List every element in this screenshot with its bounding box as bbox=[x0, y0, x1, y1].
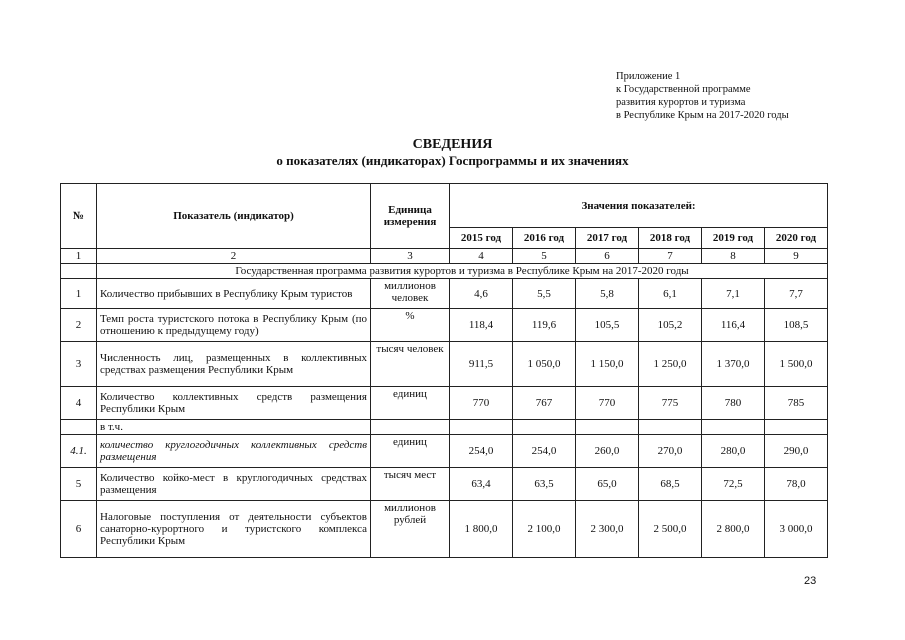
row-value: 2 500,0 bbox=[639, 501, 702, 558]
document-subtitle: о показателях (индикаторах) Госпрограммы и их значениях bbox=[276, 153, 629, 168]
column-number: 5 bbox=[513, 249, 576, 264]
column-numbers-row bbox=[61, 249, 828, 264]
header-year: 2019 год bbox=[702, 228, 765, 249]
row-num: 1 bbox=[61, 279, 97, 309]
header-year: 2017 год bbox=[576, 228, 639, 249]
row-value: 1 250,0 bbox=[639, 342, 702, 387]
empty-cell bbox=[61, 264, 97, 279]
empty-cell bbox=[576, 420, 639, 435]
row-value: 254,0 bbox=[450, 435, 513, 468]
page-number: 23 bbox=[804, 575, 817, 587]
row-value: 1 150,0 bbox=[576, 342, 639, 387]
header-num: № bbox=[61, 184, 97, 249]
vtch-label: в т.ч. bbox=[97, 420, 371, 435]
row-indicator: Численность лиц, размещенных в коллективных средствах размещения Республики Крым bbox=[97, 342, 371, 387]
row-value: 2 300,0 bbox=[576, 501, 639, 558]
row-unit: тысяч человек bbox=[371, 342, 450, 387]
row-value: 270,0 bbox=[639, 435, 702, 468]
appendix-line: к Государственной программе bbox=[616, 84, 751, 95]
document-title: СВЕДЕНИЯ bbox=[412, 137, 493, 152]
column-number: 6 bbox=[576, 249, 639, 264]
row-indicator: Количество прибывших в Республику Крым туристов bbox=[97, 279, 371, 309]
row-value: 770 bbox=[450, 387, 513, 420]
row-value: 767 bbox=[513, 387, 576, 420]
row-indicator: Темп роста туристского потока в Республику Крым (по отношению к предыдущему году) bbox=[97, 309, 371, 342]
table-row bbox=[61, 342, 828, 387]
row-num: 5 bbox=[61, 468, 97, 501]
row-value: 260,0 bbox=[576, 435, 639, 468]
header-year: 2020 год bbox=[765, 228, 828, 249]
row-value: 1 370,0 bbox=[702, 342, 765, 387]
row-value: 911,5 bbox=[450, 342, 513, 387]
row-value: 6,1 bbox=[639, 279, 702, 309]
appendix-line: Приложение 1 bbox=[616, 71, 681, 82]
row-num: 2 bbox=[61, 309, 97, 342]
subtotal-label-row bbox=[61, 420, 828, 435]
column-number: 7 bbox=[639, 249, 702, 264]
column-number: 1 bbox=[61, 249, 97, 264]
row-value: 7,7 bbox=[765, 279, 828, 309]
row-value: 780 bbox=[702, 387, 765, 420]
program-title: Государственная программа развития курортов и туризма в Республике Крым на 2017-2020 годы bbox=[97, 264, 828, 279]
row-value: 254,0 bbox=[513, 435, 576, 468]
column-number: 3 bbox=[371, 249, 450, 264]
row-value: 4,6 bbox=[450, 279, 513, 309]
row-value: 72,5 bbox=[702, 468, 765, 501]
row-value: 280,0 bbox=[702, 435, 765, 468]
row-value: 775 bbox=[639, 387, 702, 420]
row-unit: миллионов человек bbox=[371, 279, 450, 309]
row-value: 108,5 bbox=[765, 309, 828, 342]
row-value: 119,6 bbox=[513, 309, 576, 342]
row-value: 118,4 bbox=[450, 309, 513, 342]
indicators-table bbox=[60, 183, 828, 558]
row-unit: единиц bbox=[371, 435, 450, 468]
row-num: 6 bbox=[61, 501, 97, 558]
row-unit: единиц bbox=[371, 387, 450, 420]
empty-cell bbox=[513, 420, 576, 435]
table-row bbox=[61, 435, 828, 468]
row-value: 116,4 bbox=[702, 309, 765, 342]
empty-cell bbox=[639, 420, 702, 435]
row-value: 65,0 bbox=[576, 468, 639, 501]
header-year: 2015 год bbox=[450, 228, 513, 249]
column-number: 8 bbox=[702, 249, 765, 264]
row-value: 63,5 bbox=[513, 468, 576, 501]
empty-cell bbox=[61, 420, 97, 435]
header-year: 2016 год bbox=[513, 228, 576, 249]
row-value: 7,1 bbox=[702, 279, 765, 309]
table-row bbox=[61, 501, 828, 558]
row-value: 785 bbox=[765, 387, 828, 420]
row-value: 2 100,0 bbox=[513, 501, 576, 558]
row-value: 78,0 bbox=[765, 468, 828, 501]
table-row bbox=[61, 387, 828, 420]
column-number: 4 bbox=[450, 249, 513, 264]
row-value: 105,5 bbox=[576, 309, 639, 342]
row-num: 4.1. bbox=[61, 435, 97, 468]
header-indicator: Показатель (индикатор) bbox=[97, 184, 371, 249]
row-num: 3 bbox=[61, 342, 97, 387]
header-row bbox=[61, 184, 828, 228]
table-row bbox=[61, 468, 828, 501]
table-row bbox=[61, 279, 828, 309]
row-indicator: Количество койко-мест в круглогодичных средствах размещения bbox=[97, 468, 371, 501]
row-unit: тысяч мест bbox=[371, 468, 450, 501]
row-unit: миллионов рублей bbox=[371, 501, 450, 558]
row-value: 1 500,0 bbox=[765, 342, 828, 387]
row-value: 105,2 bbox=[639, 309, 702, 342]
row-value: 2 800,0 bbox=[702, 501, 765, 558]
empty-cell bbox=[765, 420, 828, 435]
row-value: 3 000,0 bbox=[765, 501, 828, 558]
column-number: 9 bbox=[765, 249, 828, 264]
row-unit: % bbox=[371, 309, 450, 342]
row-value: 290,0 bbox=[765, 435, 828, 468]
row-indicator: Количество коллективных средств размещения Республики Крым bbox=[97, 387, 371, 420]
program-row bbox=[61, 264, 828, 279]
row-value: 1 800,0 bbox=[450, 501, 513, 558]
column-number: 2 bbox=[97, 249, 371, 264]
row-value: 68,5 bbox=[639, 468, 702, 501]
appendix-line: развития курортов и туризма bbox=[616, 97, 746, 108]
empty-cell bbox=[450, 420, 513, 435]
empty-cell bbox=[702, 420, 765, 435]
header-values: Значения показателей: bbox=[450, 184, 828, 228]
header-year: 2018 год bbox=[639, 228, 702, 249]
table-row bbox=[61, 309, 828, 342]
appendix-header bbox=[616, 70, 866, 122]
row-value: 1 050,0 bbox=[513, 342, 576, 387]
row-value: 63,4 bbox=[450, 468, 513, 501]
header-unit: Единица измерения bbox=[371, 184, 450, 249]
empty-cell bbox=[371, 420, 450, 435]
row-num: 4 bbox=[61, 387, 97, 420]
appendix-line: в Республике Крым на 2017-2020 годы bbox=[616, 110, 789, 121]
row-value: 770 bbox=[576, 387, 639, 420]
row-value: 5,8 bbox=[576, 279, 639, 309]
row-indicator: количество круглогодичных коллективных средств размещения bbox=[97, 435, 371, 468]
row-indicator: Налоговые поступления от деятельности субъектов санаторно-курортного и туристского комплекса Республики Крым bbox=[97, 501, 371, 558]
row-value: 5,5 bbox=[513, 279, 576, 309]
